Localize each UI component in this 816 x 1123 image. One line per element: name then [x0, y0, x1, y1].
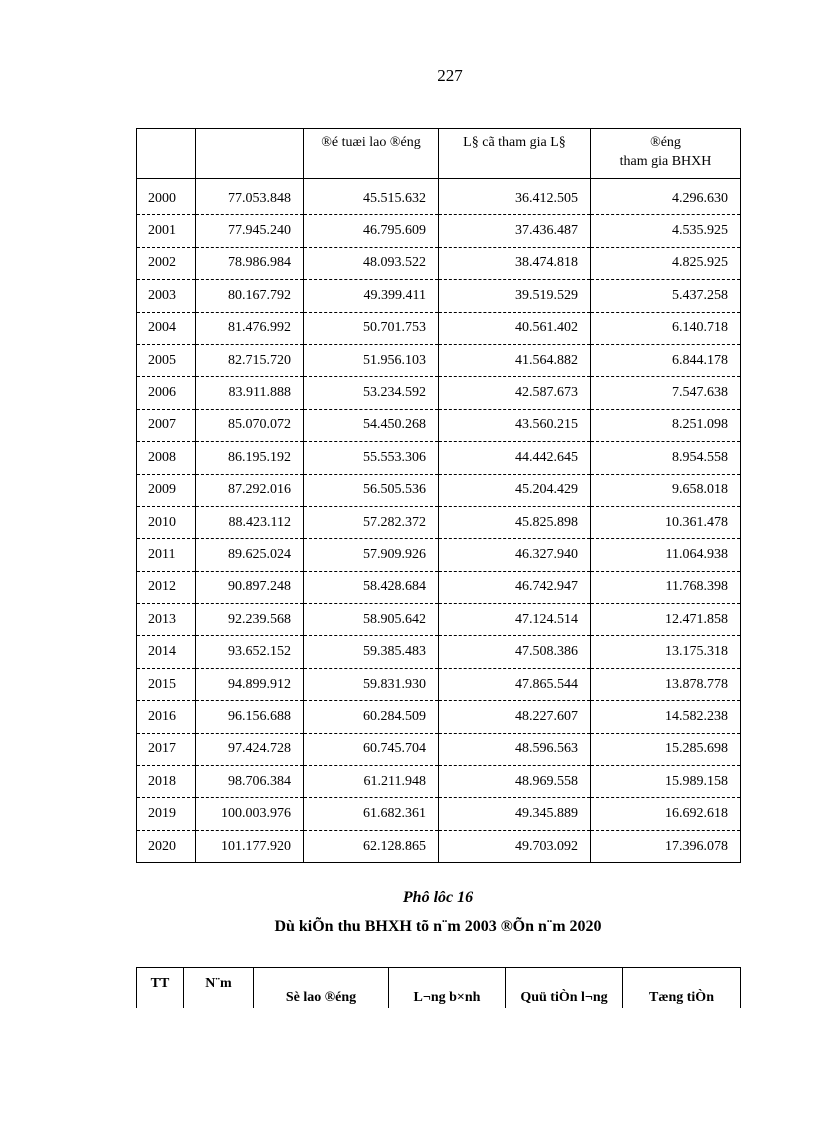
cell-population: 77.945.240	[196, 215, 304, 247]
cell-working-age: 55.553.306	[304, 442, 439, 474]
cell-insured: 6.140.718	[591, 312, 741, 344]
cell-insured: 13.878.778	[591, 668, 741, 700]
cell-labor-force: 45.825.898	[439, 506, 591, 538]
cell-working-age: 51.956.103	[304, 344, 439, 376]
cell-working-age: 46.795.609	[304, 215, 439, 247]
cell-year: 2013	[137, 604, 196, 636]
cell-insured: 6.844.178	[591, 344, 741, 376]
table-body	[137, 179, 741, 863]
cell-insured: 15.285.698	[591, 733, 741, 765]
cell-labor-force: 49.345.889	[439, 798, 591, 830]
cell-year: 2010	[137, 506, 196, 538]
header-cell-working-age: ®é tuæi lao ®éng	[304, 129, 439, 179]
cell-working-age: 61.211.948	[304, 766, 439, 798]
cell-labor-force: 40.561.402	[439, 312, 591, 344]
cell-insured: 5.437.258	[591, 280, 741, 312]
forecast-table	[136, 967, 741, 1008]
cell-working-age: 49.399.411	[304, 280, 439, 312]
cell-insured: 9.658.018	[591, 474, 741, 506]
cell-year: 2018	[137, 766, 196, 798]
cell-working-age: 59.385.483	[304, 636, 439, 668]
table-row	[137, 179, 741, 215]
cell-insured: 4.825.925	[591, 247, 741, 279]
cell-population: 77.053.848	[196, 179, 304, 215]
header-cell-year	[137, 129, 196, 179]
cell-insured: 11.064.938	[591, 539, 741, 571]
cell-labor-force: 42.587.673	[439, 377, 591, 409]
appendix-title: Phô lôc 16	[402, 889, 474, 906]
cell-labor-force: 37.436.487	[439, 215, 591, 247]
cell-insured: 12.471.858	[591, 604, 741, 636]
table-row	[137, 215, 741, 247]
population-labor-table	[136, 128, 741, 863]
cell-working-age: 57.909.926	[304, 539, 439, 571]
header-cell-insured: ®éng tham gia BHXH	[591, 129, 741, 179]
cell-labor-force: 44.442.645	[439, 442, 591, 474]
cell-labor-force: 39.519.529	[439, 280, 591, 312]
cell-labor-force: 48.227.607	[439, 701, 591, 733]
table-row	[137, 247, 741, 279]
cell-year: 2019	[137, 798, 196, 830]
cell-population: 87.292.016	[196, 474, 304, 506]
cell-labor-force: 36.412.505	[439, 179, 591, 215]
cell-year: 2020	[137, 830, 196, 862]
cell-year: 2003	[137, 280, 196, 312]
cell-population: 96.156.688	[196, 701, 304, 733]
cell-insured: 13.175.318	[591, 636, 741, 668]
cell-year: 2012	[137, 571, 196, 603]
cell-insured: 7.547.638	[591, 377, 741, 409]
page-number: 227	[437, 66, 463, 85]
forecast-header-row	[137, 968, 741, 1009]
cell-population: 97.424.728	[196, 733, 304, 765]
cell-year: 2015	[137, 668, 196, 700]
table-row	[137, 539, 741, 571]
cell-working-age: 59.831.930	[304, 668, 439, 700]
table-row	[137, 636, 741, 668]
cell-labor-force: 47.508.386	[439, 636, 591, 668]
table-row	[137, 766, 741, 798]
cell-population: 86.195.192	[196, 442, 304, 474]
cell-insured: 8.251.098	[591, 409, 741, 441]
cell-year: 2016	[137, 701, 196, 733]
cell-population: 94.899.912	[196, 668, 304, 700]
cell-labor-force: 41.564.882	[439, 344, 591, 376]
forecast-header-total: Tæng tiÒn	[623, 968, 741, 1009]
cell-year: 2014	[137, 636, 196, 668]
cell-population: 85.070.072	[196, 409, 304, 441]
cell-working-age: 48.093.522	[304, 247, 439, 279]
table-row	[137, 506, 741, 538]
cell-working-age: 57.282.372	[304, 506, 439, 538]
cell-labor-force: 43.560.215	[439, 409, 591, 441]
cell-population: 81.476.992	[196, 312, 304, 344]
table-row	[137, 442, 741, 474]
forecast-header-avg-wage: L¬ng b×nh	[389, 968, 506, 1009]
cell-labor-force: 48.596.563	[439, 733, 591, 765]
cell-year: 2011	[137, 539, 196, 571]
table-row	[137, 733, 741, 765]
cell-working-age: 54.450.268	[304, 409, 439, 441]
cell-labor-force: 46.327.940	[439, 539, 591, 571]
cell-insured: 8.954.558	[591, 442, 741, 474]
table-row	[137, 668, 741, 700]
cell-year: 2001	[137, 215, 196, 247]
cell-population: 90.897.248	[196, 571, 304, 603]
cell-population: 78.986.984	[196, 247, 304, 279]
table-row	[137, 701, 741, 733]
cell-year: 2008	[137, 442, 196, 474]
cell-working-age: 61.682.361	[304, 798, 439, 830]
forecast-header-tt: TT	[137, 968, 184, 1009]
table-row	[137, 280, 741, 312]
table-row	[137, 377, 741, 409]
forecast-header-workers: Sè lao ®éng	[254, 968, 389, 1009]
cell-working-age: 56.505.536	[304, 474, 439, 506]
cell-insured: 4.296.630	[591, 179, 741, 215]
cell-population: 82.715.720	[196, 344, 304, 376]
cell-population: 80.167.792	[196, 280, 304, 312]
cell-year: 2002	[137, 247, 196, 279]
cell-year: 2005	[137, 344, 196, 376]
cell-labor-force: 46.742.947	[439, 571, 591, 603]
cell-labor-force: 48.969.558	[439, 766, 591, 798]
table-row	[137, 798, 741, 830]
table-row	[137, 474, 741, 506]
cell-labor-force: 47.865.544	[439, 668, 591, 700]
table-row	[137, 830, 741, 862]
cell-year: 2017	[137, 733, 196, 765]
cell-insured: 16.692.618	[591, 798, 741, 830]
table-row	[137, 312, 741, 344]
table-row	[137, 344, 741, 376]
appendix-subtitle: Dù kiÕn thu BHXH tõ n¨m 2003 ®Õn n¨m 2020	[274, 918, 602, 935]
cell-population: 88.423.112	[196, 506, 304, 538]
table-row	[137, 604, 741, 636]
cell-insured: 14.582.238	[591, 701, 741, 733]
cell-year: 2007	[137, 409, 196, 441]
cell-labor-force: 38.474.818	[439, 247, 591, 279]
cell-working-age: 53.234.592	[304, 377, 439, 409]
cell-working-age: 50.701.753	[304, 312, 439, 344]
cell-year: 2004	[137, 312, 196, 344]
cell-insured: 17.396.078	[591, 830, 741, 862]
cell-insured: 4.535.925	[591, 215, 741, 247]
cell-working-age: 62.128.865	[304, 830, 439, 862]
cell-population: 83.911.888	[196, 377, 304, 409]
table-row	[137, 409, 741, 441]
cell-working-age: 58.905.642	[304, 604, 439, 636]
cell-population: 93.652.152	[196, 636, 304, 668]
cell-labor-force: 45.204.429	[439, 474, 591, 506]
cell-population: 100.003.976	[196, 798, 304, 830]
cell-insured: 10.361.478	[591, 506, 741, 538]
cell-population: 89.625.024	[196, 539, 304, 571]
forecast-header-year: N¨m	[184, 968, 254, 1009]
header-row	[137, 129, 741, 179]
header-cell-labor-force: L§ cã tham gia L§	[439, 129, 591, 179]
header-cell-population	[196, 129, 304, 179]
cell-working-age: 45.515.632	[304, 179, 439, 215]
cell-working-age: 58.428.684	[304, 571, 439, 603]
cell-population: 92.239.568	[196, 604, 304, 636]
cell-population: 98.706.384	[196, 766, 304, 798]
cell-year: 2006	[137, 377, 196, 409]
cell-year: 2009	[137, 474, 196, 506]
cell-insured: 15.989.158	[591, 766, 741, 798]
cell-working-age: 60.284.509	[304, 701, 439, 733]
forecast-header-wage-fund: Quü tiÒn l¬ng	[506, 968, 623, 1009]
cell-labor-force: 47.124.514	[439, 604, 591, 636]
cell-working-age: 60.745.704	[304, 733, 439, 765]
cell-insured: 11.768.398	[591, 571, 741, 603]
cell-year: 2000	[137, 179, 196, 215]
table-row	[137, 571, 741, 603]
cell-population: 101.177.920	[196, 830, 304, 862]
cell-labor-force: 49.703.092	[439, 830, 591, 862]
